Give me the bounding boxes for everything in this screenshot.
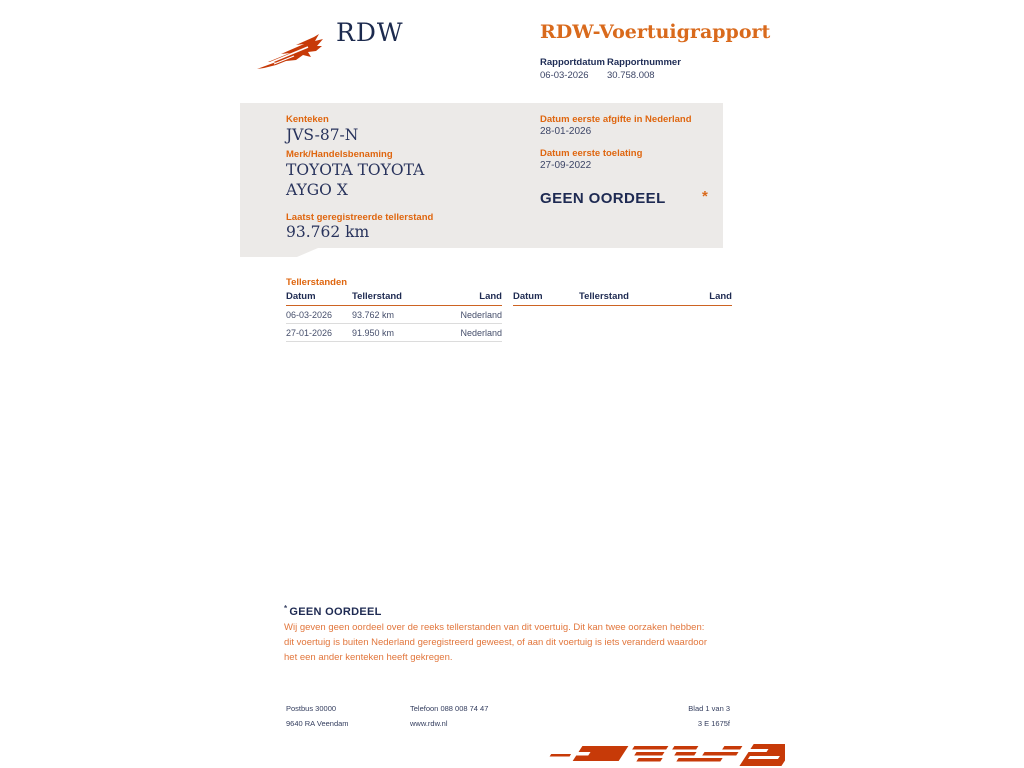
column-header-datum: Datum [286,291,316,302]
footnote-heading [284,604,382,618]
cell-tellerstand: 93.762 km [352,310,395,320]
cell-tellerstand: 91.950 km [352,328,395,338]
footer-contact [410,701,488,731]
make-model-value-line2: AYGO X [286,181,348,199]
column-header-tellerstand: Tellerstand [352,291,402,302]
summary-box-corner-tab [240,248,318,257]
column-header-tellerstand: Tellerstand [579,291,629,302]
report-date-value: 06-03-2026 [540,70,589,81]
footer-phone: Telefoon 088 008 74 47 [410,704,489,713]
report-number-value: 30.758.008 [607,70,655,81]
make-model-value-line1: TOYOTA TOYOTA [286,161,425,179]
column-header-land: Land [709,291,732,302]
first-issue-nl-value: 28-01-2026 [540,126,592,137]
footer-website: www.rdw.nl [410,719,448,728]
rdw-bird-logo-icon [256,34,332,72]
cell-land: Nederland [460,310,502,320]
make-model-label: Merk/Handelsbenaming [286,149,393,160]
footer-form-code: 3 E 1675f [697,719,730,728]
first-issue-nl-label: Datum eerste afgifte in Nederland [540,114,692,125]
footer-address-line2: 9640 RA Veendam [286,719,349,728]
verdict-asterisk: * [702,188,708,205]
footer-address [286,701,349,731]
last-odometer-label: Laatst geregistreerde tellerstand [286,212,434,223]
report-number-label: Rapportnummer [607,57,681,68]
rdw-logo-text: RDW [336,18,404,47]
footer-page-info [600,701,730,731]
last-odometer-value: 93.762 km [286,223,370,241]
first-admission-label: Datum eerste toelating [540,148,643,159]
table-header-row [286,291,502,306]
footnote-paragraph: Wij geven geen oordeel over de reeks tellerstanden van dit voertuig. Dit kan twee oorzaken hebben: dit voertuig is buiten Nederland geregistreerd geweest, of aan dit voertuig is iets veranderd waardoor het een ander kenteken heeft gekregen. [284,622,707,663]
footer-page-number: Blad 1 van 3 [688,704,730,713]
cell-datum: 06-03-2026 [286,310,333,320]
table-row [286,324,502,342]
footnote-asterisk: * [284,604,288,613]
odometer-table-right [513,291,732,306]
footer-address-line1: Postbus 30000 [286,704,337,713]
footnote-heading-text: GEEN OORDEEL [289,606,382,618]
license-plate-value: JVS-87-N [286,126,359,144]
odometer-table-left [286,291,502,342]
column-header-datum: Datum [513,291,543,302]
odometer-section-heading: Tellerstanden [286,277,348,288]
verdict-text: GEEN OORDEEL [540,190,666,207]
page-title: RDW-Voertuigrapport [540,21,771,43]
table-row [286,306,502,324]
table-header-row [513,291,732,306]
report-date-label: Rapportdatum [540,57,605,68]
license-plate-label: Kenteken [286,114,329,125]
column-header-land: Land [479,291,502,302]
cell-land: Nederland [460,328,502,338]
speed-stripes-graphic-icon [545,742,785,768]
cell-datum: 27-01-2026 [286,328,333,338]
first-admission-value: 27-09-2022 [540,160,592,171]
